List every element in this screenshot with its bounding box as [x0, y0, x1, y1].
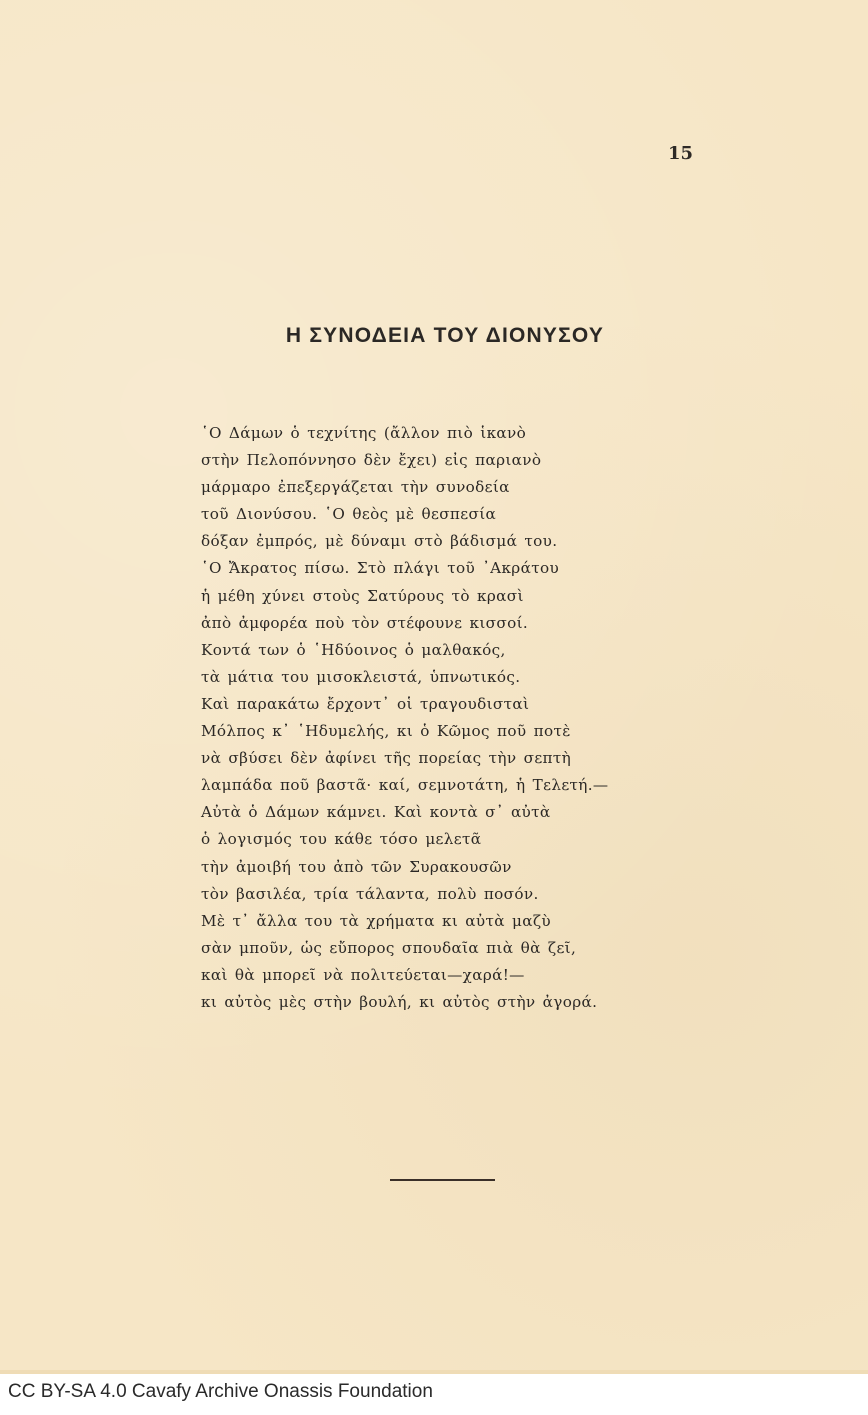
poem-line: Μόλπος κ᾿ ῾Ηδυμελής, κι ὁ Κῶμος ποῦ ποτὲ [201, 722, 571, 741]
poem-line: σὰν μποῦν, ὡς εὔπορος σπουδαῖα πιὰ θὰ ζεῖ, [201, 938, 577, 957]
poem-line: τὰ μάτια του μισοκλειστά, ὑπνωτικός. [201, 667, 521, 686]
poem-line: ῾Ο Δάμων ὁ τεχνίτης (ἄλλον πιὸ ἱκανὸ [201, 424, 527, 442]
poem-line: Κοντά των ὁ ῾Ηδύοινος ὁ μαλθακός, [201, 640, 506, 659]
poem-line: ὁ λογισμός του κάθε τόσο μελετᾶ [201, 830, 482, 849]
page-bottom-edge [0, 1370, 868, 1374]
poem-title: Η ΣΥΝΟΔΕΙΑ ΤΟΥ ΔΙΟΝΥΣΟΥ [285, 324, 605, 347]
poem-line: ἡ μέθη χύνει στοὺς Σατύρους τὸ κρασὶ [201, 586, 524, 605]
poem-line: λαμπάδα ποῦ βαστᾶ· καί, σεμνοτάτη, ἡ Τελετή.— [201, 776, 609, 795]
poem-line: δόξαν ἐμπρός, μὲ δύναμι στὸ βάδισμά του. [201, 532, 558, 551]
poem-line: Καὶ παρακάτω ἔρχοντ᾿ οἱ τραγουδισταὶ [201, 694, 530, 713]
poem-line: κι αὐτὸς μὲς στὴν βουλή, κι αὐτὸς στὴν ἀγορά. [201, 992, 598, 1011]
license-credit: CC BY-SA 4.0 Cavafy Archive Onassis Foundation [8, 1381, 433, 1402]
poem-line: καὶ θὰ μπορεῖ νὰ πολιτεύεται—χαρά!— [201, 965, 525, 984]
end-rule-divider [390, 1179, 495, 1181]
poem-line: ἀπὸ ἀμφορέα ποὺ τὸν στέφουνε κισσοί. [201, 613, 529, 632]
poem-line: ῾Ο Ἄκρατος πίσω. Στὸ πλάγι τοῦ ᾿Ακράτου [201, 559, 560, 578]
poem-line: Αὐτὰ ὁ Δάμων κάμνει. Καὶ κοντὰ σ᾿ αὐτὰ [201, 803, 551, 822]
poem-line: τὸν βασιλέα, τρία τάλαντα, πολὺ ποσόν. [201, 884, 539, 903]
poem-line: μάρμαρο ἐπεξεργάζεται τὴν συνοδεία [201, 478, 510, 497]
poem-line: νὰ σβύσει δὲν ἀφίνει τῆς πορείας τὴν σεπτὴ [201, 749, 572, 768]
poem-line: τὴν ἀμοιβή του ἀπὸ τῶν Συρακουσῶν [201, 857, 512, 876]
page-number: 15 [668, 143, 694, 164]
poem-line: τοῦ Διονύσου. ῾Ο θεὸς μὲ θεσπεσία [201, 505, 497, 524]
poem-body [201, 420, 608, 1016]
poem-line: στὴν Πελοπόννησο δὲν ἔχει) εἰς παριανὸ [201, 451, 542, 470]
poem-line: Μὲ τ᾿ ἄλλα του τὰ χρήματα κι αὐτὰ μαζὺ [201, 911, 552, 930]
